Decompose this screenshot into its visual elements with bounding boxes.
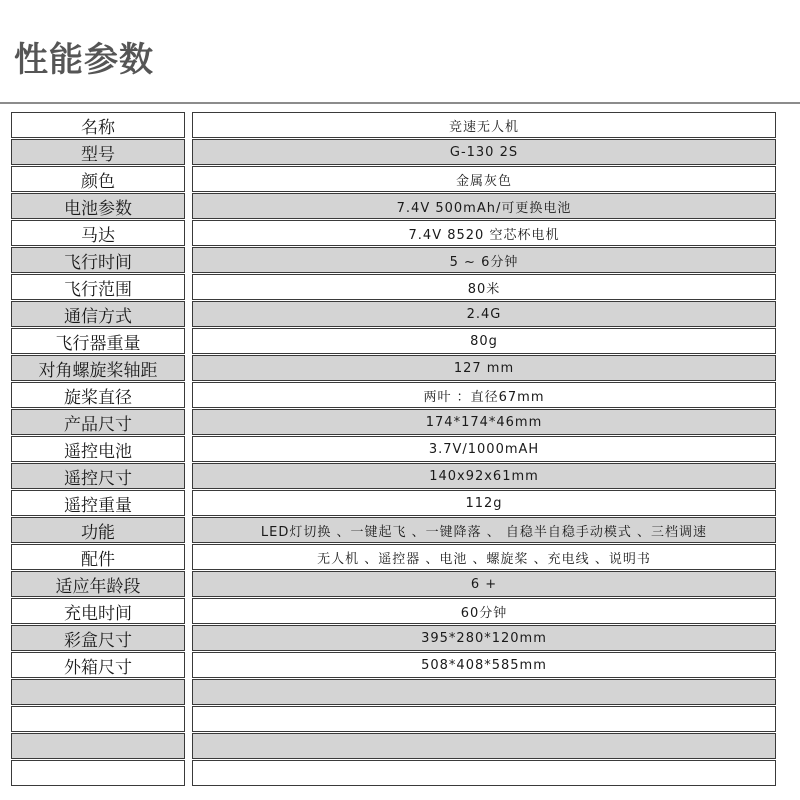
spec-value: 174*174*46mm xyxy=(192,409,776,435)
spec-label: 彩盒尺寸 xyxy=(11,625,185,651)
spec-row xyxy=(11,436,776,463)
spec-label: 电池参数 xyxy=(11,193,185,219)
spec-label: 对角螺旋桨轴距 xyxy=(11,355,185,381)
spec-row xyxy=(11,193,776,220)
spec-label: 颜色 xyxy=(11,166,185,192)
spec-value: 508*408*585mm xyxy=(192,652,776,678)
spec-row xyxy=(11,382,776,409)
spec-value: 竞速无人机 xyxy=(192,112,776,138)
spec-label: 遥控尺寸 xyxy=(11,463,185,489)
spec-row xyxy=(11,598,776,625)
spec-value: 395*280*120mm xyxy=(192,625,776,651)
spec-label xyxy=(11,733,185,759)
spec-value: 7.4V 8520 空芯杯电机 xyxy=(192,220,776,246)
spec-row xyxy=(11,220,776,247)
spec-value: 80米 xyxy=(192,274,776,300)
spec-value: 127 mm xyxy=(192,355,776,381)
spec-value: 3.7V/1000mAH xyxy=(192,436,776,462)
spec-row xyxy=(11,733,776,760)
spec-row xyxy=(11,463,776,490)
spec-value: 2.4G xyxy=(192,301,776,327)
spec-label xyxy=(11,760,185,786)
spec-row xyxy=(11,544,776,571)
spec-value xyxy=(192,706,776,732)
spec-value xyxy=(192,733,776,759)
spec-value: 140x92x61mm xyxy=(192,463,776,489)
spec-label: 飞行时间 xyxy=(11,247,185,273)
spec-label: 充电时间 xyxy=(11,598,185,624)
spec-row xyxy=(11,571,776,598)
spec-label: 配件 xyxy=(11,544,185,570)
spec-row xyxy=(11,112,776,139)
spec-row xyxy=(11,247,776,274)
spec-label xyxy=(11,679,185,705)
spec-label: 外箱尺寸 xyxy=(11,652,185,678)
spec-label: 遥控电池 xyxy=(11,436,185,462)
spec-label: 型号 xyxy=(11,139,185,165)
spec-row xyxy=(11,166,776,193)
spec-label: 飞行器重量 xyxy=(11,328,185,354)
spec-row xyxy=(11,760,776,787)
spec-value: 6 + xyxy=(192,571,776,597)
spec-label: 旋桨直径 xyxy=(11,382,185,408)
spec-label: 适应年龄段 xyxy=(11,571,185,597)
title-divider xyxy=(0,102,800,104)
spec-row xyxy=(11,517,776,544)
spec-row xyxy=(11,139,776,166)
spec-label: 马达 xyxy=(11,220,185,246)
page-title: 性能参数 xyxy=(14,40,154,80)
spec-row xyxy=(11,409,776,436)
spec-value: 无人机 、遥控器 、电池 、螺旋桨 、充电线 、说明书 xyxy=(192,544,776,570)
spec-label: 通信方式 xyxy=(11,301,185,327)
spec-row xyxy=(11,355,776,382)
spec-value: 112g xyxy=(192,490,776,516)
spec-row xyxy=(11,301,776,328)
spec-value xyxy=(192,760,776,786)
spec-table xyxy=(11,112,776,787)
spec-value: 金属灰色 xyxy=(192,166,776,192)
spec-row xyxy=(11,625,776,652)
spec-row xyxy=(11,328,776,355)
spec-label: 名称 xyxy=(11,112,185,138)
spec-value: 7.4V 500mAh/可更换电池 xyxy=(192,193,776,219)
spec-value: 两叶 ：直径67mm xyxy=(192,382,776,408)
spec-value xyxy=(192,679,776,705)
spec-label xyxy=(11,706,185,732)
spec-label: 飞行范围 xyxy=(11,274,185,300)
spec-label: 遥控重量 xyxy=(11,490,185,516)
spec-row xyxy=(11,274,776,301)
spec-value: LED灯切换 、一键起飞 、一键降落 、 自稳半自稳手动模式 、三档调速 xyxy=(192,517,776,543)
spec-row xyxy=(11,679,776,706)
spec-label: 功能 xyxy=(11,517,185,543)
spec-value: G-130 2S xyxy=(192,139,776,165)
spec-row xyxy=(11,490,776,517)
spec-label: 产品尺寸 xyxy=(11,409,185,435)
spec-value: 60分钟 xyxy=(192,598,776,624)
spec-value: 5 ~ 6分钟 xyxy=(192,247,776,273)
spec-row xyxy=(11,706,776,733)
spec-row xyxy=(11,652,776,679)
spec-value: 80g xyxy=(192,328,776,354)
